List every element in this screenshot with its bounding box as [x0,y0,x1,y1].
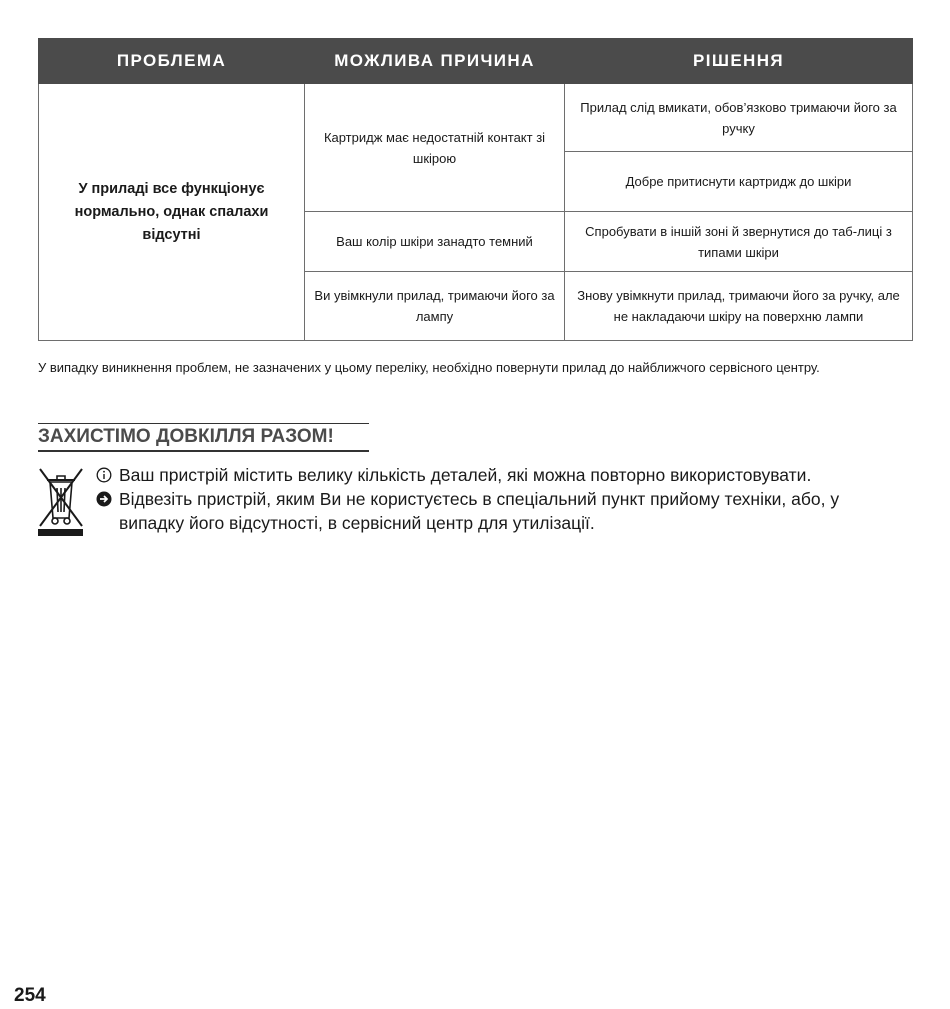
cause-cell: Ви увімкнули прилад, тримаючи його за лампу [305,272,565,341]
solution-cell: Спробувати в іншій зоні й звернутися до таб-лиці з типами шкіри [565,212,913,272]
service-note: У випадку виникнення проблем, не зазначених у цьому переліку, необхідно повернути прилад до найближчого сервісного центру. [38,360,820,375]
troubleshooting-table [38,38,913,341]
list-item [88,487,918,535]
bullet-text-line: випадку його відсутності, в сервісний центр для утилізації. [119,513,595,533]
recycling-bullets [88,463,918,535]
bullet-text-line: Ваш пристрій містить велику кількість деталей, які можна повторно використовувати. [119,465,812,485]
solution-cell: Прилад слід вмикати, обов’язково тримаючи його за ручку [565,84,913,152]
header-cause: МОЖЛИВА ПРИЧИНА [305,39,565,84]
cause-cell: Картридж має недостатній контакт зі шкірою [305,84,565,212]
solution-cell: Знову увімкнути прилад, тримаючи його за ручку, але не накладаючи шкіру на поверхню лампи [565,272,913,341]
arrow-circle-icon [88,487,119,507]
cause-cell: Ваш колір шкіри занадто темний [305,212,565,272]
problem-cell: У приладі все функціонує нормально, однак спалахи відсутні [39,84,305,341]
table-header-row [39,39,913,84]
crossed-out-bin-icon [38,466,84,538]
info-icon [88,463,119,483]
list-item [88,463,918,487]
bullet-text-line: Відвезіть пристрій, яким Ви не користуєтесь в спеціальний пункт прийому техніки, або, у [119,489,840,509]
page-number: 254 [14,985,46,1006]
solution-cell: Добре притиснути картридж до шкіри [565,152,913,212]
section-title: ЗАХИСТІМО ДОВКІЛЛЯ РАЗОМ! [38,423,369,452]
table-row [39,84,913,152]
header-problem: ПРОБЛЕМА [39,39,305,84]
header-solution: РІШЕННЯ [565,39,913,84]
